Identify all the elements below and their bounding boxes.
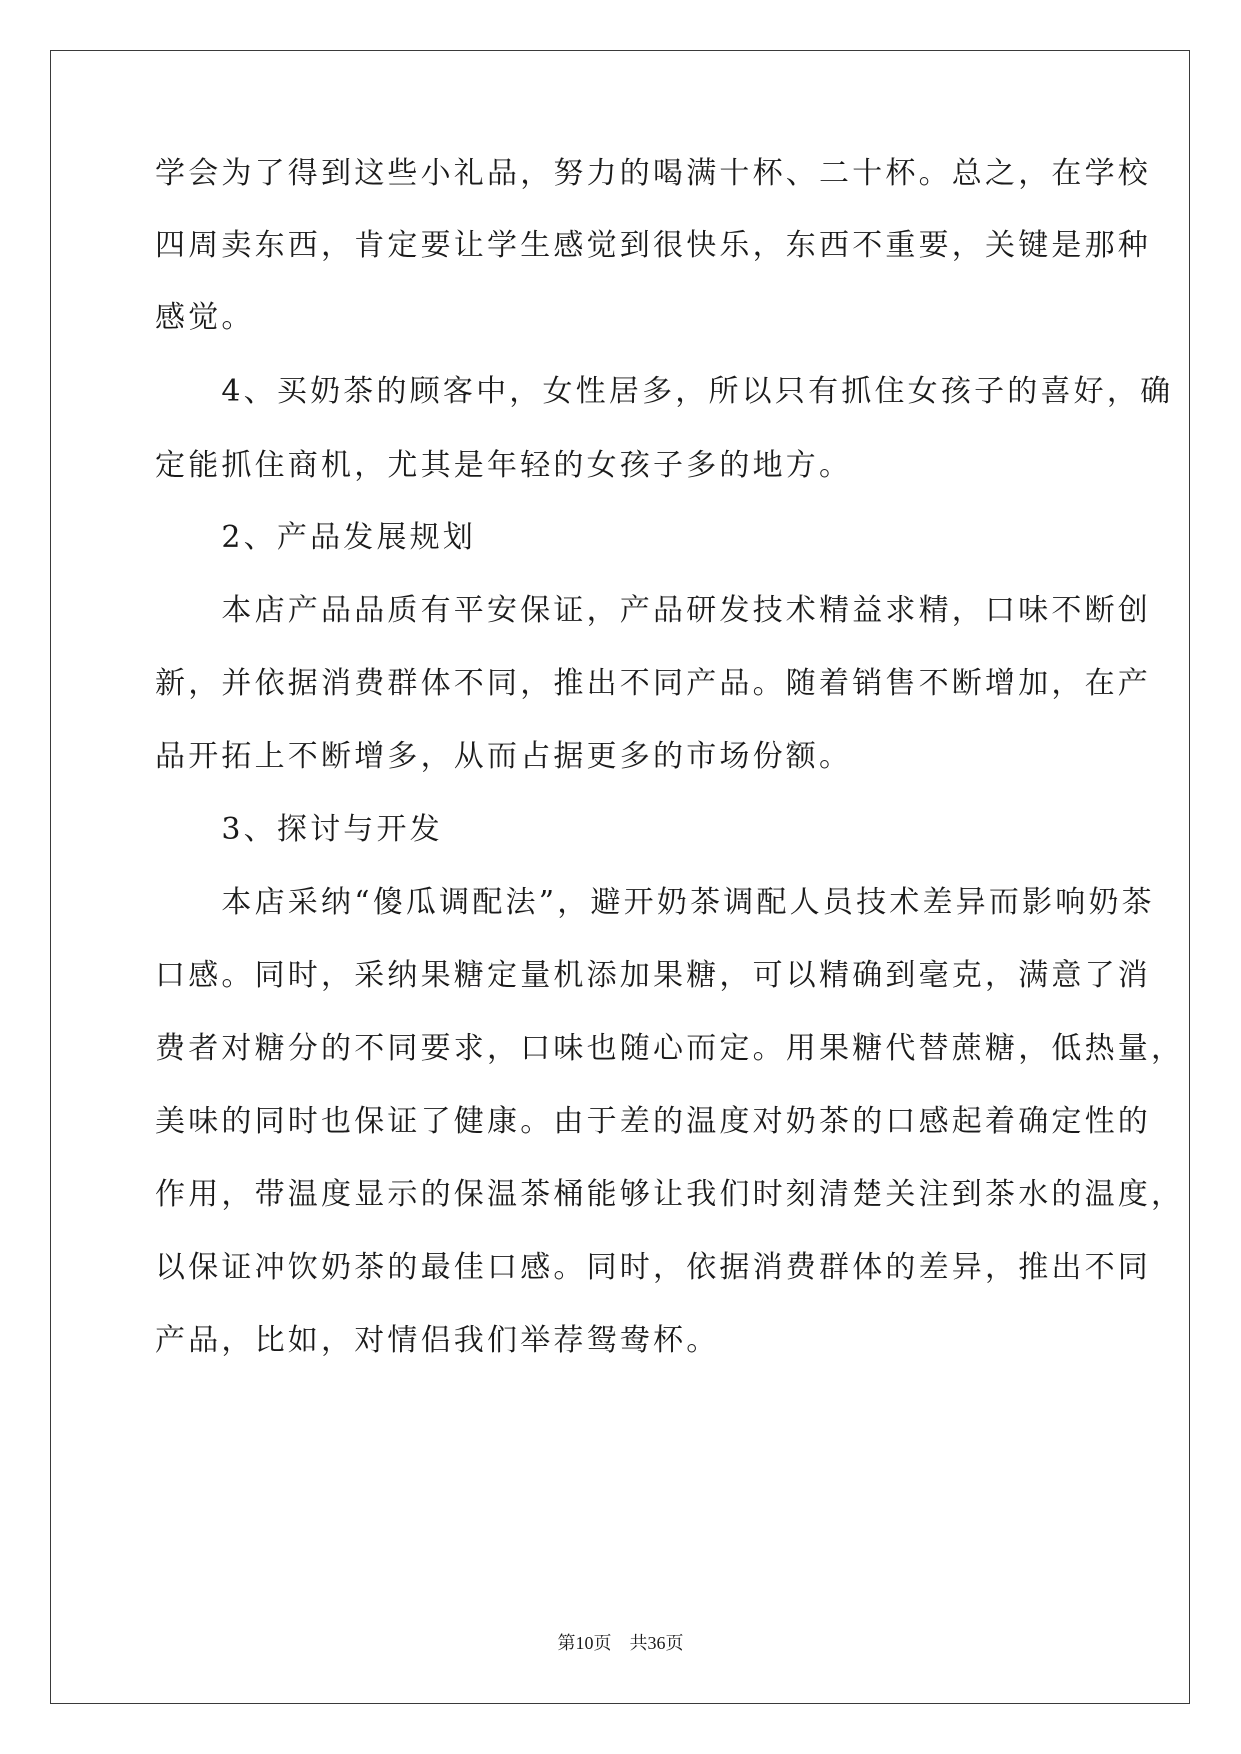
text-line: 本店采纳“傻瓜调配法”，避开奶茶调配人员技术差异而影响奶茶: [155, 885, 1155, 920]
text-line: 品开拓上不断增多，从而占据更多的市场份额。: [155, 739, 853, 774]
text-line: 本店产品品质有平安保证，产品研发技术精益求精，口味不断创: [155, 593, 1151, 628]
page-number: 第10页 共36页: [557, 1633, 684, 1653]
text-line: 美味的同时也保证了健康。由于差的温度对奶茶的口感起着确定性的: [155, 1104, 1151, 1139]
text-line: 产品，比如，对情侣我们举荐鸳鸯杯。: [155, 1323, 720, 1358]
text-line: 学会为了得到这些小礼品，努力的喝满十杯、二十杯。总之，在学校: [155, 156, 1151, 191]
text-line: 以保证冲饮奶茶的最佳口感。同时，依据消费群体的差异，推出不同: [155, 1250, 1151, 1285]
text-line: 作用，带温度显示的保温茶桶能够让我们时刻清楚关注到茶水的温度，: [155, 1177, 1185, 1212]
text-line: 感觉。: [155, 300, 255, 335]
text-line: 四周卖东西，肯定要让学生感觉到很快乐，东西不重要，关键是那种: [155, 228, 1151, 263]
text-line: 4、买奶茶的顾客中，女性居多，所以只有抓住女孩子的喜好，确: [155, 374, 1174, 409]
text-line: 定能抓住商机，尤其是年轻的女孩子多的地方。: [155, 448, 853, 483]
text-line: 口感。同时，采纳果糖定量机添加果糖，可以精确到毫克，满意了消: [155, 958, 1151, 993]
section-heading: 3、探讨与开发: [155, 812, 443, 847]
section-heading: 2、产品发展规划: [155, 520, 477, 555]
text-line: 新，并依据消费群体不同，推出不同产品。随着销售不断增加，在产: [155, 666, 1151, 701]
text-line: 费者对糖分的不同要求，口味也随心而定。用果糖代替蔗糖，低热量，: [155, 1031, 1185, 1066]
